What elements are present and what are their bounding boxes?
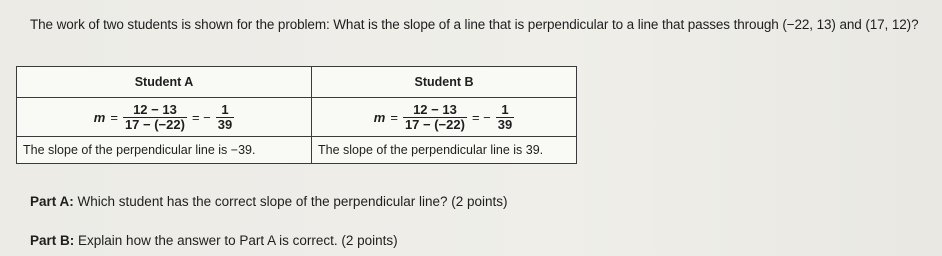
- part-a-text: Which student has the correct slope of the perpendicular line? (2 points): [77, 194, 508, 209]
- equals-sign: =: [390, 109, 398, 125]
- fraction-denominator: 17 − (−22): [404, 116, 465, 132]
- part-a-prompt: [30, 194, 508, 209]
- part-b-text: Explain how the answer to Part A is correct. (2 points): [78, 233, 398, 248]
- fraction-denominator: 17 − (−22): [124, 116, 185, 132]
- part-b-label: Part B:: [30, 233, 75, 248]
- equals-negative: = −: [191, 109, 211, 125]
- fraction-numerator: 12 − 13: [133, 101, 177, 117]
- result-fraction: [496, 103, 514, 132]
- table-header-row: [17, 67, 577, 98]
- question-text: The work of two students is shown for the problem: What is the slope of a line that is perpendicular to a line that passes through (−22, 13) and (17, 12)?: [30, 17, 919, 32]
- result-denominator: 39: [497, 116, 513, 132]
- header-student-b: Student B: [312, 67, 577, 98]
- fraction-numerator: 12 − 13: [413, 101, 457, 117]
- student-work-table: [16, 66, 577, 164]
- header-student-a: Student A: [17, 67, 312, 98]
- statement-row: [17, 137, 577, 164]
- formula-row: [17, 98, 577, 137]
- equals-negative: = −: [471, 109, 491, 125]
- slope-fraction: [123, 103, 187, 132]
- slope-variable: m: [373, 109, 386, 125]
- part-b-prompt: [30, 233, 398, 248]
- student-a-statement: The slope of the perpendicular line is −39.: [17, 137, 312, 164]
- student-b-statement: The slope of the perpendicular line is 39.: [312, 137, 577, 164]
- result-fraction: [216, 103, 234, 132]
- slope-variable: m: [93, 109, 106, 125]
- part-a-label: Part A:: [30, 194, 74, 209]
- equals-sign: =: [110, 109, 118, 125]
- slope-fraction: [403, 103, 467, 132]
- result-numerator: 1: [501, 101, 509, 117]
- result-numerator: 1: [221, 101, 229, 117]
- result-denominator: 39: [217, 116, 233, 132]
- student-a-formula: [17, 98, 312, 137]
- student-b-formula: [312, 98, 577, 137]
